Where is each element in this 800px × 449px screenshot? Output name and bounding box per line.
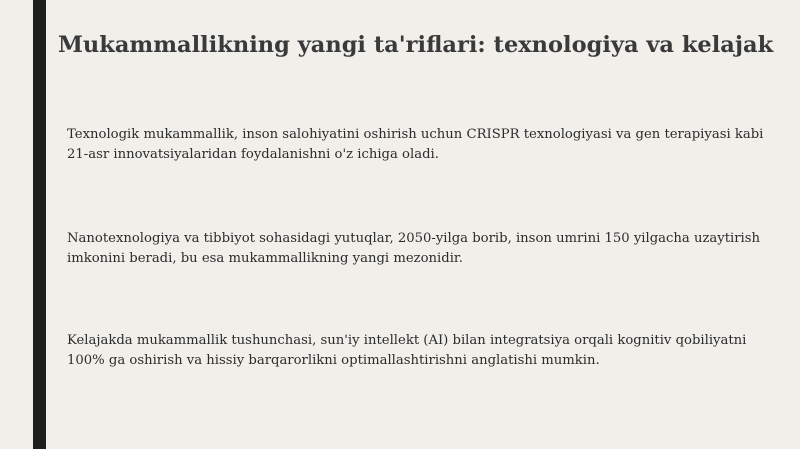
paragraph-technological-perfection: Texnologik mukammallik, inson salohiyatini oshirish uchun CRISPR texnologiyasi va gen terapiyasi kabi 21-asr innovatsiyalaridan foydalanishni o'z ichiga oladi. [67, 127, 764, 162]
accent-bar [33, 0, 46, 449]
paragraph-ai-future: Kelajakda mukammallik tushunchasi, sun'iy intellekt (AI) bilan integratsiya orqali kognitiv qobiliyatni 100% ga oshirish va hissiy barqarorlikni optimallashtirishni anglatishi mumkin. [67, 333, 747, 368]
slide-title: Mukammallikning yangi ta'riflari: texnologiya va kelajak [58, 32, 774, 58]
paragraph-nanotechnology: Nanotexnologiya va tibbiyot sohasidagi yutuqlar, 2050-yilga borib, inson umrini 150 yilgacha uzaytirish imkonini beradi, bu esa mukammallikning yangi mezonidir. [67, 231, 761, 266]
